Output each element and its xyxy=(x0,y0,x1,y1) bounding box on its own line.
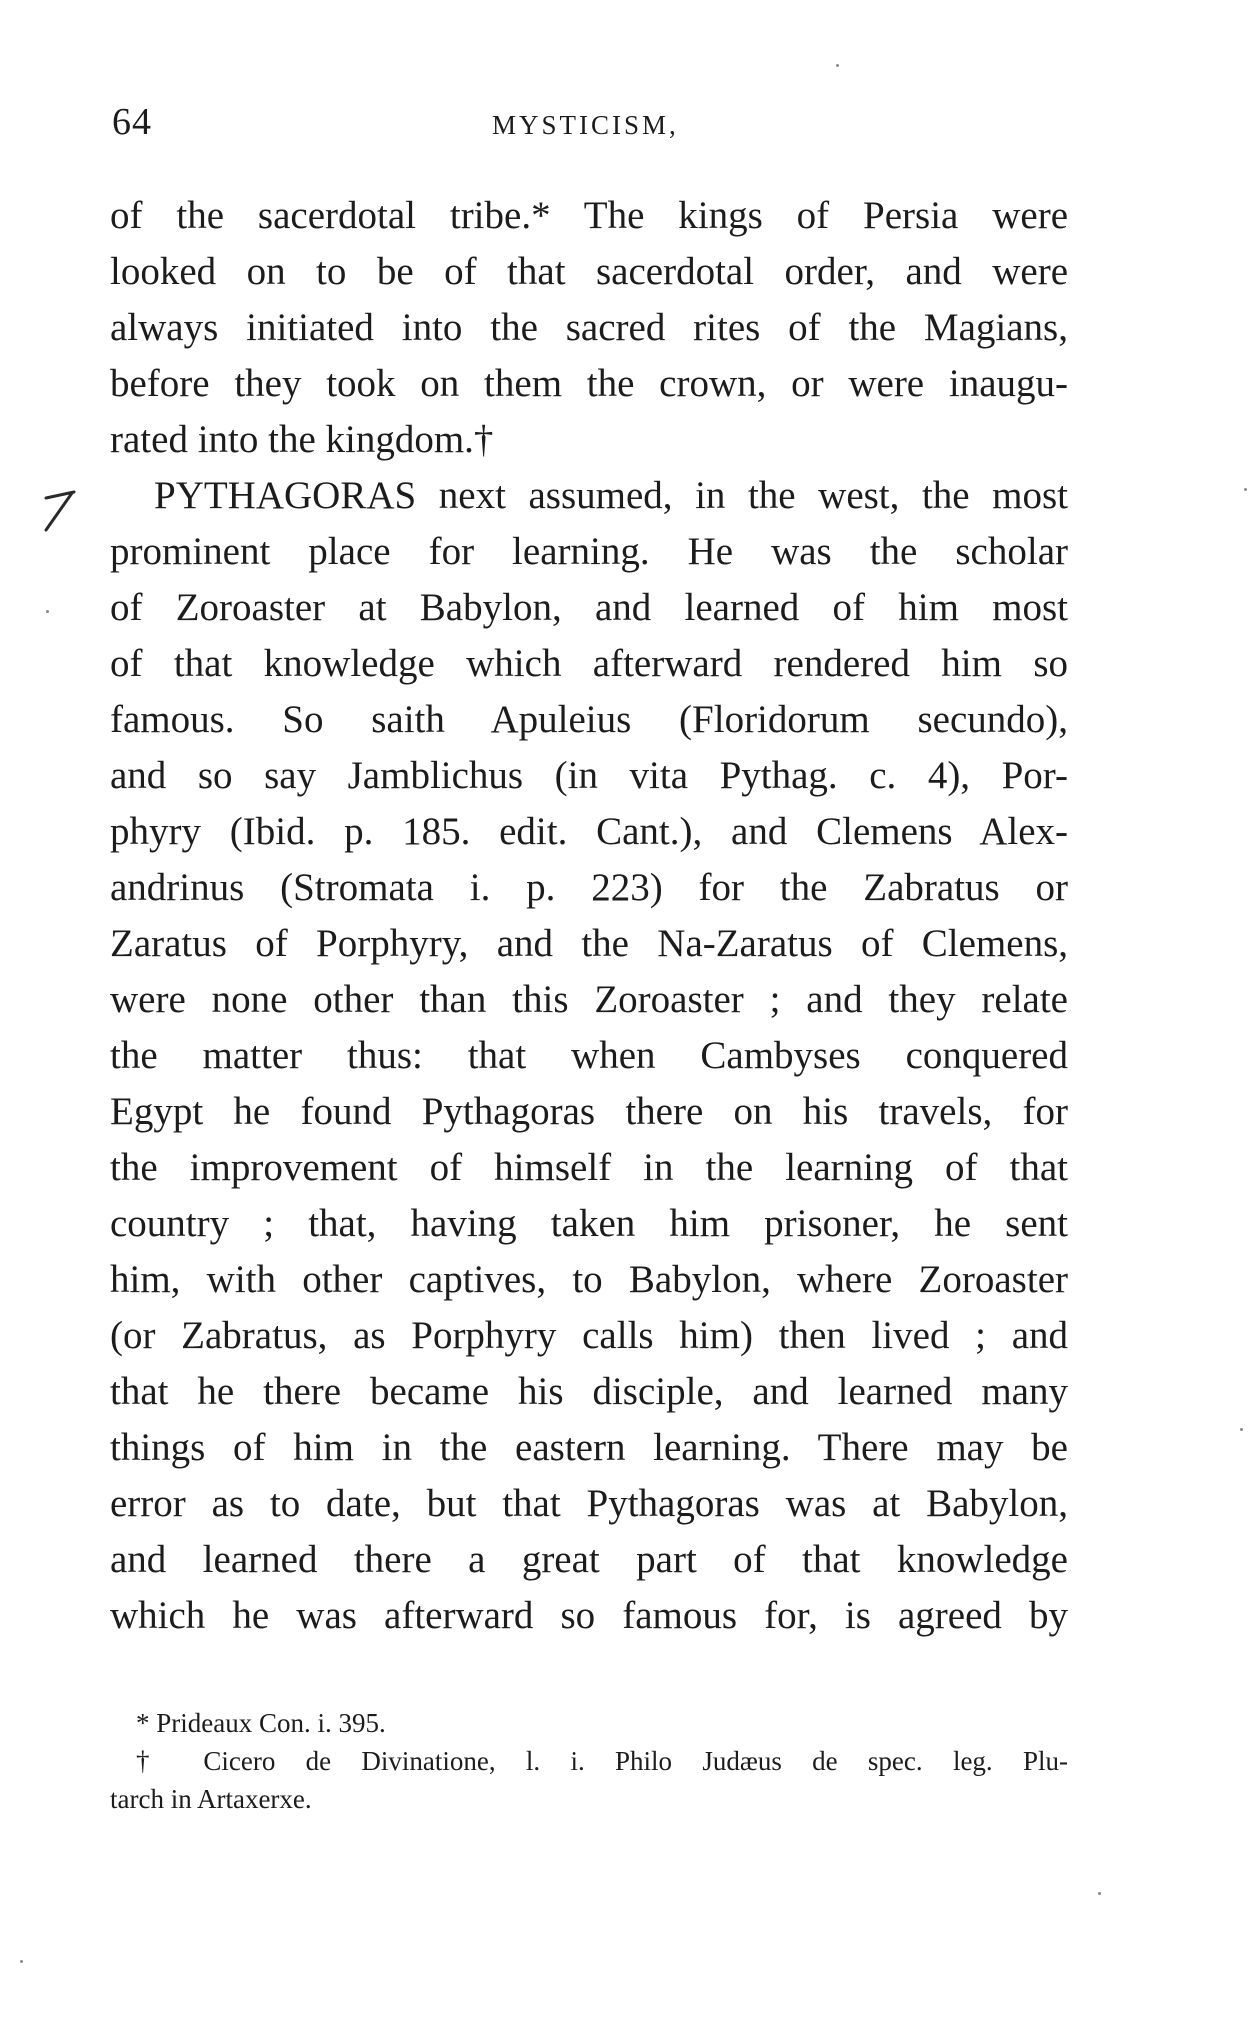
body-text xyxy=(110,188,1068,1644)
text-line: phyry (Ibid. p. 185. edit. Cant.), and Clemens Alex- xyxy=(110,810,1068,853)
text-line: of that knowledge which afterward rendered him so xyxy=(110,642,1068,685)
footnote-1: * Prideaux Con. i. 395. xyxy=(136,1708,386,1738)
paper-speck xyxy=(1098,1892,1101,1895)
running-head xyxy=(112,100,1070,150)
paper-speck xyxy=(836,64,839,67)
text-line: and so say Jamblichus (in vita Pythag. c. 4), Por- xyxy=(110,754,1068,797)
text-line: rated into the kingdom.† xyxy=(110,418,494,461)
text-line: famous. So saith Apuleius (Floridorum secundo), xyxy=(110,698,1068,741)
text-line: him, with other captives, to Babylon, where Zoroaster xyxy=(110,1258,1068,1301)
text-line: that he there became his disciple, and learned many xyxy=(110,1370,1068,1413)
page-number: 64 xyxy=(112,101,152,143)
paper-speck xyxy=(46,610,49,613)
text-line: (or Zabratus, as Porphyry calls him) then lived ; and xyxy=(110,1314,1068,1357)
footnote-2-line-2: tarch in Artaxerxe. xyxy=(110,1784,312,1814)
text-line: and learned there a great part of that knowledge xyxy=(110,1538,1068,1581)
text-line: Zaratus of Porphyry, and the Na-Zaratus of Clemens, xyxy=(110,922,1068,965)
text-line: looked on to be of that sacerdotal order, and were xyxy=(110,250,1068,293)
text-line: the improvement of himself in the learning of that xyxy=(110,1146,1068,1189)
footnote-2-line-1: † Cicero de Divinatione, l. i. Philo Judæus de spec. leg. Plu- xyxy=(136,1746,1068,1776)
text-line: error as to date, but that Pythagoras was at Babylon, xyxy=(110,1482,1068,1525)
footnotes xyxy=(110,1704,1068,1818)
text-line: andrinus (Stromata i. p. 223) for the Zabratus or xyxy=(110,866,1068,909)
text-line: of Zoroaster at Babylon, and learned of him most xyxy=(110,586,1068,629)
text-line: the matter thus: that when Cambyses conquered xyxy=(110,1034,1068,1077)
text-line: country ; that, having taken him prisoner, he sent xyxy=(110,1202,1068,1245)
paper-speck xyxy=(20,1960,23,1963)
paper-speck xyxy=(1244,488,1247,491)
paper-speck xyxy=(1240,1428,1243,1431)
margin-pencil-mark xyxy=(40,484,92,540)
text-line: were none other than this Zoroaster ; and they relate xyxy=(110,978,1068,1021)
text-line: of the sacerdotal tribe.* The kings of Persia were xyxy=(110,194,1068,237)
running-title: MYSTICISM, xyxy=(492,110,679,140)
text-line: which he was afterward so famous for, is agreed by xyxy=(110,1594,1068,1637)
text-line: prominent place for learning. He was the scholar xyxy=(110,530,1068,573)
text-line: Egypt he found Pythagoras there on his travels, for xyxy=(110,1090,1068,1133)
text-line: before they took on them the crown, or were inaugu- xyxy=(110,362,1068,405)
text-line: things of him in the eastern learning. There may be xyxy=(110,1426,1068,1469)
text-line: always initiated into the sacred rites of the Magians, xyxy=(110,306,1068,349)
paragraph-start-line: PYTHAGORAS next assumed, in the west, the most xyxy=(154,474,1068,517)
